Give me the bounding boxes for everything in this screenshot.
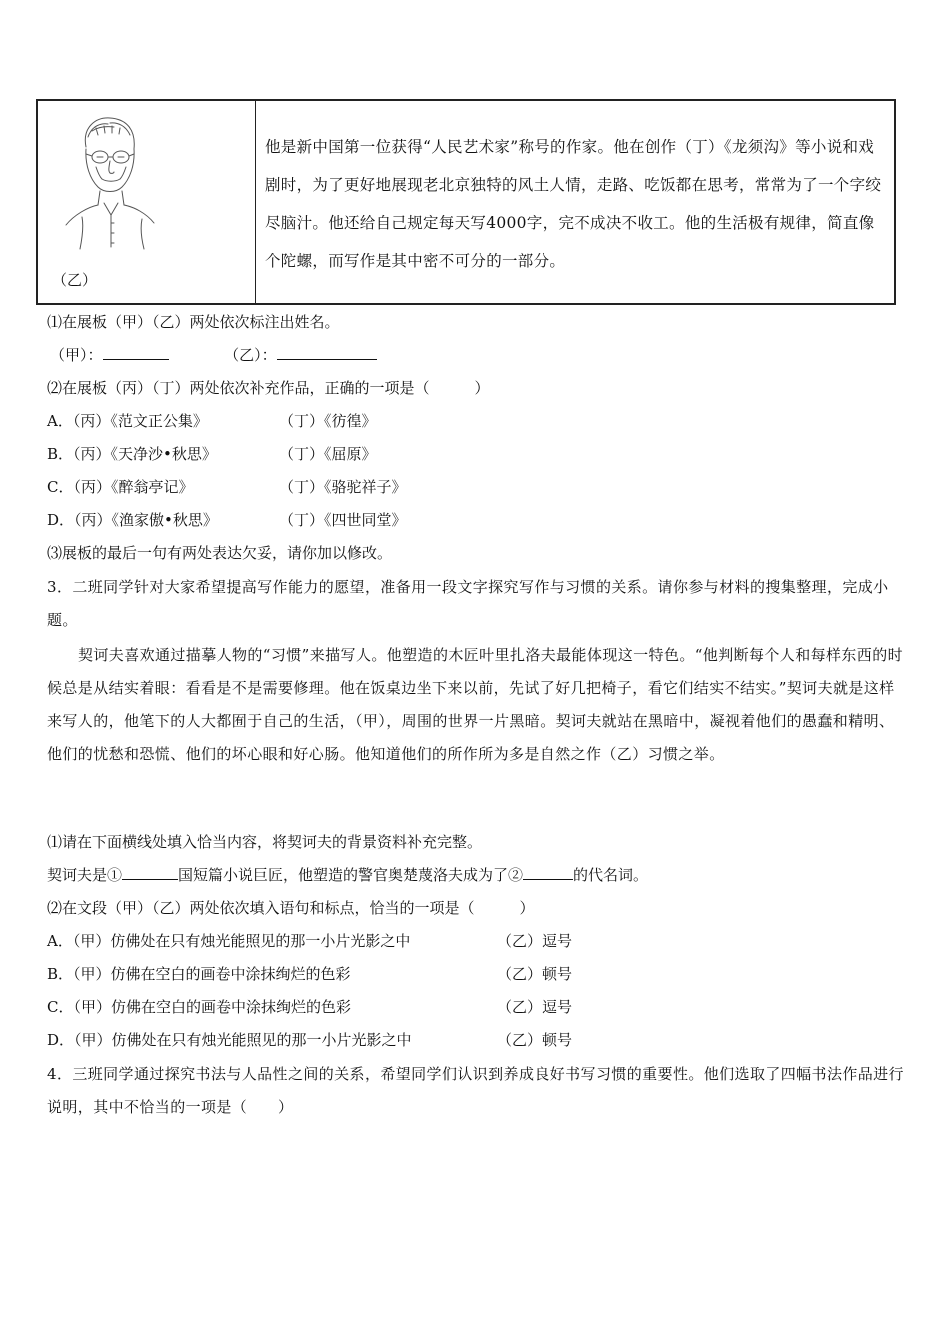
q2-name-blanks <box>50 345 906 365</box>
q2-option-c: C．（丙）《醉翁亭记》 （丁）《骆驼祥子》 <box>47 478 407 496</box>
q2-sub3: ⑶展板的最后一句有两处表达欠妥，请你加以修改。 <box>47 544 393 562</box>
q3-passage: 契诃夫喜欢通过描摹人物的“习惯”来描写人。他塑造的木匠叶里扎洛夫最能体现这一特色。“他判断每个人和每样东西的时候总是从结实着眼：看看是不是需要修理。他在饭桌边坐下来以前，先试了好几把椅子，看它们结实不结实。”契诃夫就是这样来写人的，他笔下的人大都囿于自己的生活，（甲），周围的世界一片黑暗。契诃夫就站在黑暗中，凝视着他们的愚蠢和精明、他们的忧愁和恐慌、他们的坏心眼和好心肠。他知道他们的所作所为多是自然之作（乙）习惯之举。 <box>47 646 904 763</box>
q2-option-a: A．（丙）《范文正公集》 （丁）《彷徨》 <box>47 412 377 430</box>
exhibit-description: 他是新中国第一位获得“人民艺术家”称号的作家。他在创作（丁）《龙须沟》等小说和戏剧时，为了更好地展现老北京独特的风土人情，走路、吃饭都在思考，常常为了一个字绞尽脑汁。他还给自己规定每天写4000字，完不成决不收工。他的生活极有规律，简直像个陀螺，而写作是其中密不可分的一部分。 <box>265 138 882 270</box>
label-jia: （甲）： <box>50 346 103 364</box>
q3-fill-sentence: 契诃夫是① 国短篇小说巨匠，他塑造的警官奥楚蔑洛夫成为了② 的代名词。 <box>47 866 649 884</box>
q3-stem: 3．二班同学针对大家希望提高写作能力的愿望，准备用一段文字探究写作与习惯的关系。请你参与材料的搜集整理，完成小题。 <box>47 578 889 629</box>
q3-sub2: ⑵在文段（甲）（乙）两处依次填入语句和标点，恰当的一项是（ ） <box>47 899 535 917</box>
blank-1[interactable] <box>122 865 178 880</box>
blank-jia[interactable] <box>103 345 169 360</box>
q2-sub2: ⑵在展板（丙）（丁）两处依次补充作品，正确的一项是（ ） <box>47 379 490 397</box>
label-yi: （乙）： <box>224 346 277 364</box>
q2-option-b: B．（丙）《天净沙•秋思》 （丁）《屈原》 <box>47 445 377 463</box>
portrait-cell <box>38 101 256 303</box>
q3-sub1: ⑴请在下面横线处填入恰当内容，将契诃夫的背景资料补充完整。 <box>47 833 483 851</box>
author-portrait-sketch <box>52 107 162 257</box>
q3-option-b: B．（甲）仿佛在空白的画卷中涂抹绚烂的色彩 （乙）顿号 <box>47 965 573 983</box>
q3-option-d: D．（甲）仿佛处在只有烛光能照见的那一小片光影之中 （乙）顿号 <box>47 1031 573 1049</box>
q2-option-d: D．（丙）《渔家傲•秋思》 （丁）《四世同堂》 <box>47 511 407 529</box>
q2-sub1: ⑴在展板（甲）（乙）两处依次标注出姓名。 <box>47 313 340 331</box>
exhibit-tag-yi: （乙） <box>52 271 98 289</box>
exhibit-board-table <box>36 99 896 305</box>
q4-stem: 4．三班同学通过探究书法与人品性之间的关系，希望同学们认识到养成良好书写习惯的重要性。他们选取了四幅书法作品进行说明，其中不恰当的一项是（ ） <box>47 1065 904 1116</box>
blank-2[interactable] <box>523 865 573 880</box>
q3-option-c: C．（甲）仿佛在空白的画卷中涂抹绚烂的色彩 （乙）逗号 <box>47 998 573 1016</box>
blank-yi[interactable] <box>277 345 377 360</box>
q3-option-a: A．（甲）仿佛处在只有烛光能照见的那一小片光影之中 （乙）逗号 <box>47 932 573 950</box>
